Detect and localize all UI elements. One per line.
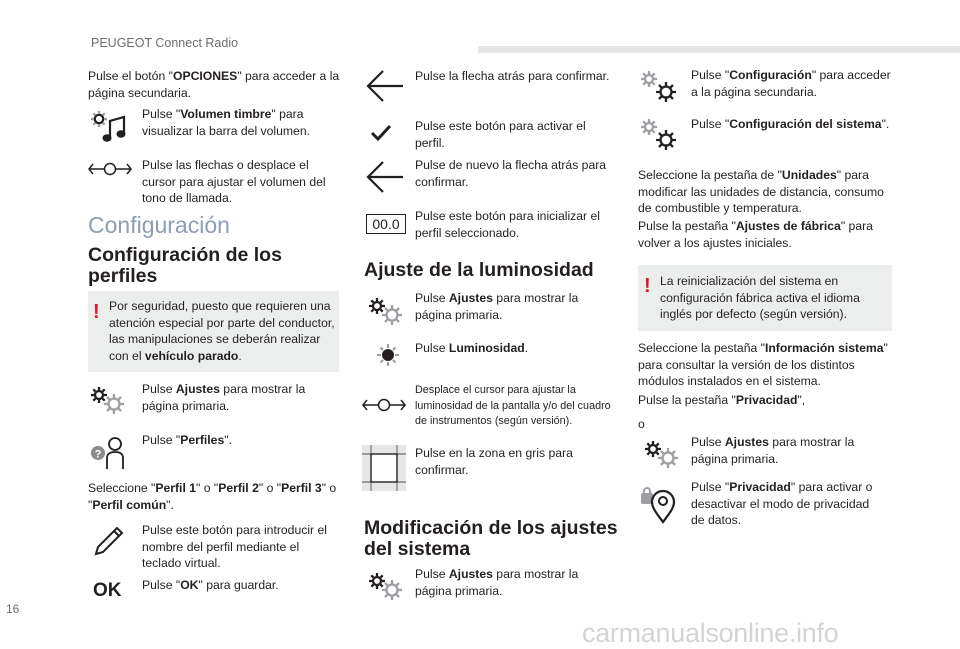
running-header: PEUGEOT Connect Radio xyxy=(91,36,239,50)
settings-gears-icon xyxy=(90,386,126,416)
warning-icon: ! xyxy=(93,301,100,323)
section-title-configuracion: Configuración xyxy=(88,212,230,238)
page-number: 16 xyxy=(6,602,20,616)
item-settings-text-4: Pulse Ajustes para mostrar la página primaria. xyxy=(691,435,855,466)
settings-gears-icon-2 xyxy=(368,297,404,327)
item-sysconfig-text: Pulse "Configuración del sistema". xyxy=(691,117,890,131)
item-settings-text-2: Pulse Ajustes para mostrar la página primaria. xyxy=(415,291,579,322)
warning-icon-2: ! xyxy=(644,275,651,297)
brightness-icon xyxy=(368,342,402,368)
info-paragraph: Seleccione la pestaña "Información sistema" para consultar la versión de los distintos módulos instalados en el sistema. xyxy=(638,341,888,389)
reset-counter-icon: 00.0 xyxy=(366,214,406,234)
reset-note-text: La reinicialización del sistema en configuración fábrica activa el idioma inglés por defecto (según versión). xyxy=(660,274,860,322)
item-grey-text: Pulse en la zona en gris para confirmar. xyxy=(415,446,573,477)
item-back2-text: Pulse de nuevo la flecha atrás para confirmar. xyxy=(415,158,607,189)
brightness-slider-icon xyxy=(362,396,406,414)
system-configuration-gears-icon xyxy=(640,118,680,154)
item-edit-text: Pulse este botón para introducir el nombre del perfil mediante el teclado virtual. xyxy=(142,523,327,571)
item-reset-text: Pulse este botón para inicializar el perfil seleccionado. xyxy=(415,209,600,240)
ok-icon: OK xyxy=(93,580,122,601)
back-arrow-icon-2 xyxy=(366,160,404,194)
slider-arrows-icon xyxy=(88,160,132,178)
select-profile-text: Seleccione "Perfil 1" o "Perfil 2" o "Perfil 3" o "Perfil común". xyxy=(88,481,337,512)
check-icon xyxy=(370,124,392,142)
factory-paragraph: Pulse la pestaña "Ajustes de fábrica" para volver a los ajustes iniciales. xyxy=(638,219,873,250)
item-privacy-text: Pulse "Privacidad" para activar o desactivar el modo de privacidad de datos. xyxy=(691,480,873,528)
header-bar xyxy=(478,46,960,53)
pencil-icon xyxy=(93,527,127,557)
item-volume-text: Pulse "Volumen timbre" para visualizar la barra del volumen. xyxy=(142,107,310,138)
intro-paragraph: Pulse el botón "OPCIONES" para acceder a la página secundaria. xyxy=(88,69,340,100)
or-text: o xyxy=(638,417,645,431)
item-back1-text: Pulse la flecha atrás para confirmar. xyxy=(415,69,610,83)
grey-zone-icon xyxy=(362,445,406,491)
subsection-title-perfiles: Configuración de los perfiles xyxy=(88,244,282,287)
units-paragraph: Seleccione la pestaña de "Unidades" para modificar las unidades de distancia, consumo de combustible y temperatura. xyxy=(638,168,884,216)
svg-text:?: ? xyxy=(94,448,102,461)
item-check-text: Pulse este botón para activar el perfil. xyxy=(415,119,586,150)
item-slider-text: Pulse las flechas o desplace el cursor para ajustar el volumen del tono de llamada. xyxy=(142,158,326,206)
safety-note-text: Por seguridad, puesto que requieren una atención especial por parte del conductor, las manipulaciones se deberán realizar con el vehículo parado. xyxy=(109,299,335,363)
item-settings-text: Pulse Ajustes para mostrar la página primaria. xyxy=(142,382,306,413)
item-brightness-text: Pulse Luminosidad. xyxy=(415,341,529,355)
settings-gears-icon-3 xyxy=(368,572,404,602)
profile-icon xyxy=(90,436,130,470)
watermark: carmanualsonline.info xyxy=(582,618,839,648)
reset-note xyxy=(638,265,892,331)
safety-note xyxy=(88,291,339,372)
section-title-luminosidad: Ajuste de la luminosidad xyxy=(364,259,594,281)
privacy-location-icon xyxy=(640,484,678,524)
settings-gears-icon-4 xyxy=(644,440,680,470)
section-title-sistema: Modificación de los ajustes del sistema xyxy=(364,517,618,560)
item-settings-text-3: Pulse Ajustes para mostrar la página primaria. xyxy=(415,567,579,598)
item-ok-text: Pulse "OK" para guardar. xyxy=(142,578,279,592)
item-bslider-text: Desplace el cursor para ajustar la luminosidad de la pantalla y/o del cuadro de instrumentos (según versión). xyxy=(415,384,611,427)
gear-music-icon xyxy=(90,110,130,144)
item-profiles-text: Pulse "Perfiles". xyxy=(142,433,232,447)
item-config-text: Pulse "Configuración" para acceder a la página secundaria. xyxy=(691,68,891,99)
configuration-gears-icon xyxy=(640,70,680,106)
back-arrow-icon xyxy=(366,69,404,103)
privacy-paragraph: Pulse la pestaña "Privacidad", xyxy=(638,393,806,407)
